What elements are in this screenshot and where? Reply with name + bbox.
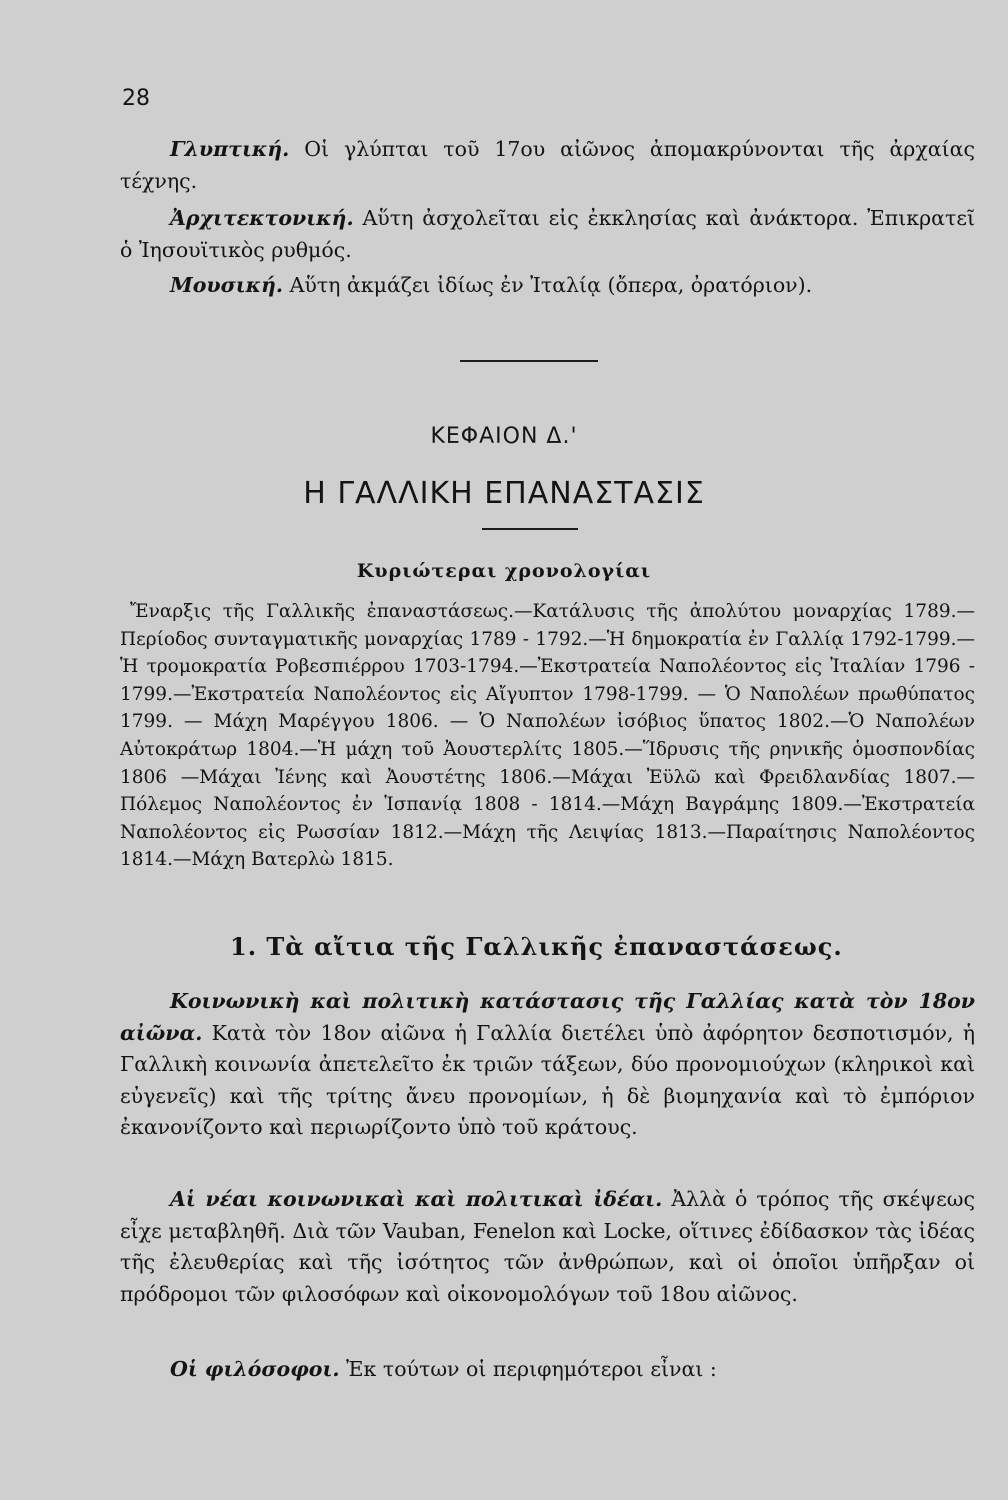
paragraph-text: Αὕτη ἀκμάζει ἰδίως ἐν Ἰταλίᾳ (ὄπερα, ὀρατόριον). — [289, 273, 813, 297]
chronology-heading: Κυριώτεραι χρονολογίαι — [356, 560, 652, 582]
section-paragraph-philosophers — [120, 1354, 975, 1386]
chapter-title: Η ΓΑΛΛΙΚΗ ΕΠΑΝΑΣΤΑΣΙΣ — [303, 476, 705, 511]
title-rule — [482, 528, 578, 530]
paragraph-text: Οἱ γλύπται τοῦ 17ου αἰῶνος ἀπομακρύνονται τῆς ἀρχαίας τέχνης. — [120, 137, 975, 193]
intro-paragraph-architecture — [120, 203, 975, 266]
page-number: 28 — [122, 86, 150, 111]
rubric: Οἱ φιλόσοφοι. — [170, 1357, 340, 1381]
chapter-label: ΚΕΦΑΙΟΝ Δ.' — [430, 424, 578, 449]
rubric: Γλυπτική. — [170, 137, 290, 161]
paragraph-text: Ἀλλὰ ὁ τρόπος τῆς σκέψεως εἶχε μεταβληθῆ. Διὰ τῶν Vauban, Fenelon καὶ Locke, οἵτινες ἐδίδασκον τὰς ἰδέας τῆς ἐλευθερίας καὶ τῆς ἰσότητος τῶν ἀνθρώπων, καὶ οἱ ὁποῖοι ὑπῆρξαν οἱ πρόδρομοι τῶν φιλοσόφων καὶ οἰκονομολόγων τοῦ 18ου αἰῶνος. — [120, 1187, 975, 1306]
section-paragraph-ideas — [120, 1184, 975, 1310]
rubric: Ἀρχιτεκτονική. — [170, 206, 354, 230]
paragraph-text: Κατὰ τὸν 18ον αἰῶνα ἡ Γαλλία διετέλει ὑπὸ ἀφόρητον δεσποτισμόν, ἡ Γαλλικὴ κοινωνία ἀπετελεῖτο ἐκ τριῶν τάξεων, δύο προνομιούχων (κληρικοὶ καὶ εὐγενεῖς) καὶ τῆς τρίτης ἄνευ προνομίων, ἡ δὲ βιομηχανία καὶ τὸ ἐμπόριον ἐκανονίζοντο καὶ περιωρίζοντο ὑπὸ τοῦ κράτους. — [120, 1020, 975, 1139]
separator-rule — [460, 360, 598, 362]
intro-paragraph-sculpture — [120, 134, 975, 197]
section-heading: 1. Τὰ αἴτια τῆς Γαλλικῆς ἐπαναστάσεως. — [230, 932, 843, 961]
rubric: Αἱ νέαι κοινωνικαὶ καὶ πολιτικαὶ ἰδέαι. — [170, 1187, 663, 1211]
rubric: Μουσική. — [170, 273, 284, 297]
rubric: Κοινωνικὴ καὶ πολιτικὴ κατάστασις τῆς Γαλλίας κατὰ τὸν 18ον αἰῶνα. — [120, 989, 975, 1045]
paragraph-text: Ἐκ τούτων οἱ περιφημότεροι εἶναι : — [346, 1357, 717, 1381]
intro-paragraph-music — [120, 270, 975, 302]
chronology-text: Ἔναρξις τῆς Γαλλικῆς ἐπαναστάσεως.—Κατάλυσις τῆς ἀπολύτου μοναρχίας 1789.—Περίοδος συνταγματικῆς μοναρχίας 1789 - 1792.—Ἡ δημοκρατία ἐν Γαλλίᾳ 1792-1799.—Ἡ τρομοκρατία Ροβεσπιέρρου 1703-1794.—Ἐκστρατεία Ναπολέοντος εἰς Ἰταλίαν 1796 - 1799.—Ἐκστρατεία Ναπολέοντος εἰς Αἴγυπτον 1798-1799. — Ὁ Ναπολέων πρωθύπατος 1799. — Μάχη Μαρέγγου 1806. — Ὁ Ναπολέων ἰσόβιος ὕπατος 1802.—Ὁ Ναπολέων Αὐτοκράτωρ 1804.—Ἡ μάχη τοῦ Ἀουστερλίτς 1805.—Ἵδρυσις τῆς ρηνικῆς ὁμοσπονδίας 1806 —Μάχαι Ἰένης καὶ Ἀουστέτης 1806.—Μάχαι Ἐϋλῶ καὶ Φρειδλανδίας 1807.—Πόλεμος Ναπολέοντος ἐν Ἱσπανίᾳ 1808 - 1814.—Μάχη Βαγράμης 1809.—Ἐκστρατεία Ναπολέοντος εἰς Ρωσσίαν 1812.—Μάχη τῆς Λειψίας 1813.—Παραίτησις Ναπολέοντος 1814.—Μάχη Βατερλὼ 1815. — [120, 601, 975, 871]
paragraph-text: Αὕτη ἀσχολεῖται εἰς ἐκκλησίας καὶ ἀνάκτορα. Ἐπικρατεῖ ὁ Ἰησουϊτικὸς ρυθμός. — [120, 206, 975, 262]
section-paragraph-social — [120, 986, 975, 1144]
